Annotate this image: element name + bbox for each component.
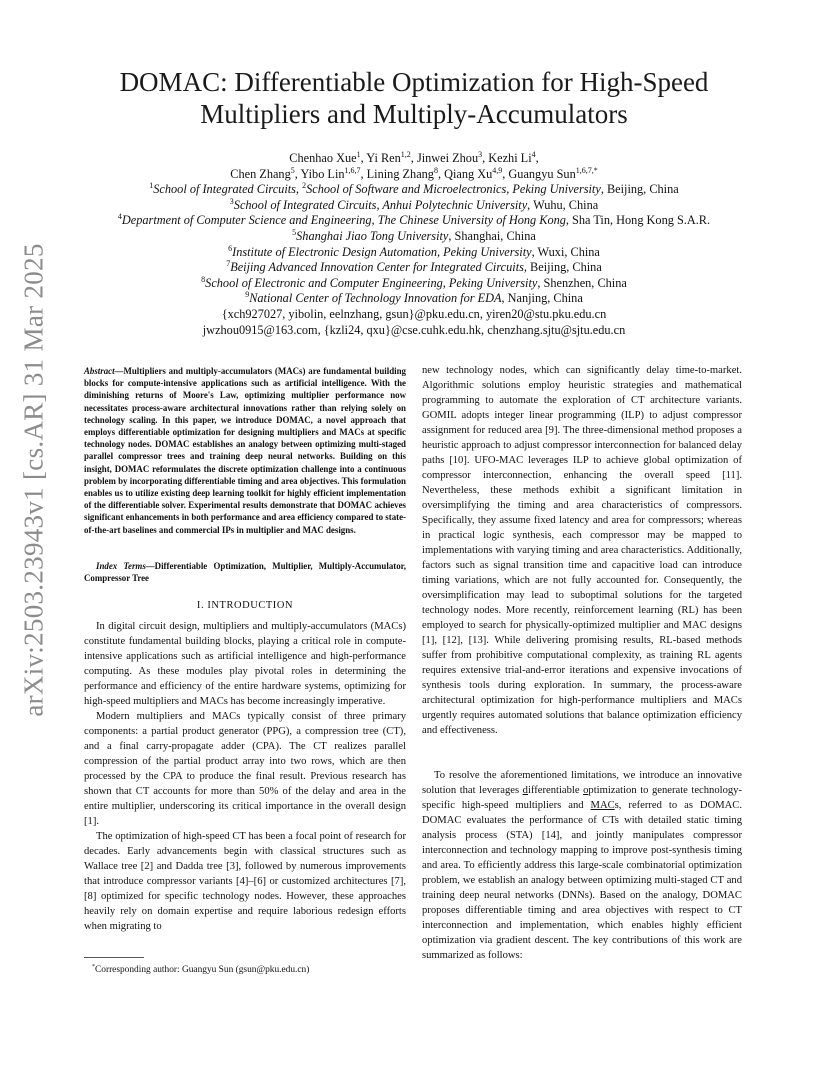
- affil-text: School of Electronic and Computer Engineering, Peking University: [205, 275, 538, 290]
- index-terms: [84, 560, 406, 584]
- abstract-text: —Multipliers and multiply-accumulators (MACs) are fundamental building blocks for compute-intensive applications such as artificial intelligence. With the diminishing returns of Moore's Law, optimizing multiplier performance now necessitates process-aware architectural innovations rather than relying solely on technology scaling. In this paper, we introduce DOMAC, a novel approach that employs differentiable optimization for designing multipliers and MACs at specific technology nodes. DOMAC establishes an analogy between optimizing multi-staged parallel compressor trees and training deep neural networks. Building on this insight, DOMAC reformulates the discrete optimization challenge into a continuous problem by incorporating differentiable timing and area objectives. This formulation enables us to utilize existing deep learning toolkit for highly efficient implementation of the differentiable solver. Experimental results demonstrate that DOMAC achieves significant enhancements in both performance and area efficiency compared to state-of-the-art baselines and commercial IPs in multiplier and MAC designs.: [84, 366, 406, 535]
- affil-text: National Center of Technology Innovation for EDA: [249, 291, 502, 306]
- affiliation-6: [90, 245, 738, 261]
- affil-mark: 2: [302, 181, 307, 191]
- author-affil-mark: 5: [290, 165, 295, 175]
- affil-text: School of Integrated Circuits,: [153, 182, 303, 197]
- author-affil-mark: 1,6,7,*: [575, 165, 598, 175]
- underlined-letter: d: [522, 785, 528, 796]
- footnote: [84, 961, 406, 976]
- author-affil-mark: 1,6,7: [344, 165, 361, 175]
- author-line-2: Chen Zhang$^5$, Yibo Lin$^{1,6,7}$, Lining Zhang$^8$, Qiang Xu$^{4,9}$, Guangyu Sun$^{1,6,7,*}$: [230, 165, 598, 181]
- affil-mark: 3: [229, 196, 234, 206]
- affil-location: , Shenzhen, China: [537, 275, 627, 290]
- index-terms-text: —Differentiable Optimization, Multiplier, Multiply-Accumulator, Compressor Tree: [84, 561, 406, 584]
- paper-title: [90, 66, 738, 130]
- affil-mark: 5: [292, 227, 297, 237]
- affil-location: , Beijing, China: [600, 182, 679, 197]
- title-line-2: Multipliers and Multiply-Accumulators: [200, 99, 628, 129]
- affil-mark: 4: [117, 212, 122, 222]
- affil-text: Shanghai Jiao Tong University: [296, 228, 449, 243]
- affiliation-9: [90, 291, 738, 307]
- author-affil-mark: 1: [356, 149, 361, 159]
- text-run: To resolve the aforementioned limitations, we introduce an innovative solution that leverages: [422, 770, 742, 796]
- paragraph: The optimization of high-speed CT has been a focal point of research for decades. Early advancements begin with classical structures such as Wallace tree [2] and Dadda tree [3], followed by numerous improvements that introduce compressor variants [4]–[6] or customized architectures [7], [8] optimized for specific technology nodes. However, these approaches heavily rely on domain expertise and require laborious redesign efforts when migrating to: [84, 831, 406, 932]
- right-column-body-2: [422, 768, 742, 963]
- abstract-label: Abstract: [84, 366, 115, 376]
- underlined-letter: o: [583, 785, 589, 796]
- author-name: Chenhao Xue: [289, 151, 357, 165]
- affil-mark: 9: [245, 290, 250, 300]
- text-run: ptimization to generate technology-specific high-speed multipliers and: [422, 785, 742, 811]
- arxiv-identifier: [10, 243, 58, 717]
- title-line-1: DOMAC: Differentiable Optimization for High-Speed: [119, 67, 709, 97]
- author-block: [90, 151, 738, 338]
- affil-text: School of Integrated Circuits, Anhui Polytechnic University: [233, 197, 528, 212]
- affil-mark: 8: [201, 274, 206, 284]
- affil-location: , Wuxi, China: [531, 244, 600, 259]
- affiliation-5: [90, 229, 738, 245]
- affil-text: Institute of Electronic Design Automation, Peking University: [232, 244, 532, 259]
- footnote-text: Corresponding author: Guangyu Sun (gsun@pku.edu.cn): [95, 965, 310, 976]
- affiliation-1: [90, 182, 738, 198]
- footnote-mark: *: [92, 964, 95, 970]
- author-name: Kezhi Li: [488, 151, 532, 165]
- paragraph: [422, 768, 742, 963]
- index-terms-label: Index Terms: [96, 561, 146, 571]
- author-name: Guangyu Sun: [508, 166, 576, 181]
- affil-mark: 6: [228, 243, 233, 253]
- author-name: Yi Ren: [366, 151, 401, 165]
- paragraph: In digital circuit design, multipliers and multiply-accumulators (MACs) constitute fundamental building blocks, playing a critical role in compute-intensive applications such as artificial intelligence and high-performance computing. As these modules play pivotal roles in determining the performance and efficiency of the entire hardware systems, optimizing for high-speed multipliers and MACs has become increasingly imperative.: [84, 621, 406, 707]
- affil-location: , Sha Tin, Hong Kong S.A.R.: [565, 213, 711, 228]
- arxiv-identifier-text: arXiv:2503.23943v1 [cs.AR] 31 Mar 2025: [18, 243, 49, 717]
- author-name: Chen Zhang: [230, 166, 291, 181]
- affil-text: Beijing Advanced Innovation Center for Integrated Circuits: [230, 260, 524, 275]
- affiliation-4: [90, 213, 738, 229]
- affiliation-3: [90, 198, 738, 214]
- abstract: [84, 365, 406, 536]
- email-line-2: jwzhou0915@163.com, {kzli24, qxu}@cse.cuhk.edu.hk, chenzhang.sjtu@sjtu.edu.cn: [202, 322, 626, 337]
- author-name: Yibo Lin: [300, 166, 345, 181]
- affil-mark: 7: [226, 259, 231, 269]
- author-name: Jinwei Zhou: [416, 151, 479, 165]
- affil-location: , Wuhu, China: [527, 197, 599, 212]
- paragraph: new technology nodes, which can significantly delay time-to-market. Algorithmic solutions employ heuristic strategies and mathematical programming to automate the exploration of CT architecture variants. GOMIL adopts integer linear programming (ILP) to adjust compressor assignment for reduced area [9]. The three-dimensional method proposes a heuristic approach to adjust compressor interconnection for balanced delay paths [10]. UFO-MAC leverages ILP to achieve global optimization of compressor interconnection, enhancing the overall speed [11]. Nevertheless, these methods exhibit a significant limitation in oversimplifying the timing and area characteristics of compressors. Specifically, they assume fixed latency and area for compressors; whereas in practical logic synthesis, each compressor may be mapped to implementations with varying timing and area characteristics. Additionally, factors such as signal transition time and capacitive load can introduce timing variations, which are not fully accounted for. Consequently, the oversimplification may lead to suboptimal solutions for the targeted technology nodes. More recently, reinforcement learning (RL) has been employed to search for physically-optimized multiplier and MAC designs [1], [12], [13]. While delivering promising results, RL-based methods suffer from prohibitive computational complexity, as training RL agents requires extensive trial-and-error iterations and expensive invocations of synthesis tools during exploration. In summary, the process-aware architectural optimization for high-performance multipliers and MACs urgently requires automated solutions that balance optimization efficiency and effectiveness.: [422, 365, 742, 736]
- text-run: ifferentiable: [527, 785, 584, 796]
- footnote-divider: [84, 957, 144, 958]
- affil-location: , Nanjing, China: [501, 291, 583, 306]
- affil-text: School of Software and Microelectronics, Peking University: [306, 182, 601, 197]
- author-line-1: Chenhao Xue$^1$, Yi Ren$^{1,2}$, Jinwei Zhou$^3$, Kezhi Li$^4$,: [289, 149, 539, 165]
- section-heading-introduction: I. INTRODUCTION: [196, 600, 294, 611]
- affil-mark: 1: [149, 181, 154, 191]
- author-name: Qiang Xu: [444, 166, 493, 181]
- affiliation-7: [90, 260, 738, 276]
- affil-text: Department of Computer Science and Engineering, The Chinese University of Hong Kong: [121, 213, 566, 228]
- author-affil-mark: 3: [478, 149, 483, 159]
- author-name: Lining Zhang: [366, 166, 434, 181]
- paragraph: Modern multipliers and MACs typically consist of three primary components: a partial product generator (PPG), a compression tree (CT), and a final carry-propagate adder (CPA). The CT realizes parallel compression of the partial product array into two rows, which are then processed by the CPA to produce the final result. Previous research has shown that CT accounts for more than 50% of the delay and area in the entire multiplier, underscoring its critical importance in the overall design [1].: [84, 711, 406, 827]
- affil-location: , Shanghai, China: [448, 228, 536, 243]
- affil-location: , Beijing, China: [523, 260, 602, 275]
- left-column-body: [84, 619, 406, 934]
- email-line-1: {xch927027, yibolin, eelnzhang, gsun}@pku.edu.cn, yiren20@stu.pku.edu.cn: [221, 306, 607, 321]
- author-affil-mark: 4: [531, 149, 536, 159]
- author-affil-mark: 4,9: [492, 165, 503, 175]
- underlined-letter: MAC: [590, 800, 615, 811]
- affiliation-8: [90, 276, 738, 292]
- author-affil-mark: 1,2: [400, 149, 411, 159]
- author-affil-mark: 8: [433, 165, 438, 175]
- text-run: s, referred to as DOMAC. DOMAC evaluates the performance of CTs with detailed static timing analysis process (STA) [14], and jointly manipulates compressor interconnection and technology mapping to improve post-synthesis timing and area. To efficiently address this large-scale combinatorial optimization problem, we establish an analogy between optimizing multi-staged CT and training deep neural networks (DNNs). Based on the analogy, DOMAC proposes differentiable timing and area objectives with respect to CT interconnection and implementation, which enables highly efficient optimization via gradient descent. The key contributions of this work are summarized as follows:: [422, 800, 743, 961]
- right-column-body: [422, 363, 742, 738]
